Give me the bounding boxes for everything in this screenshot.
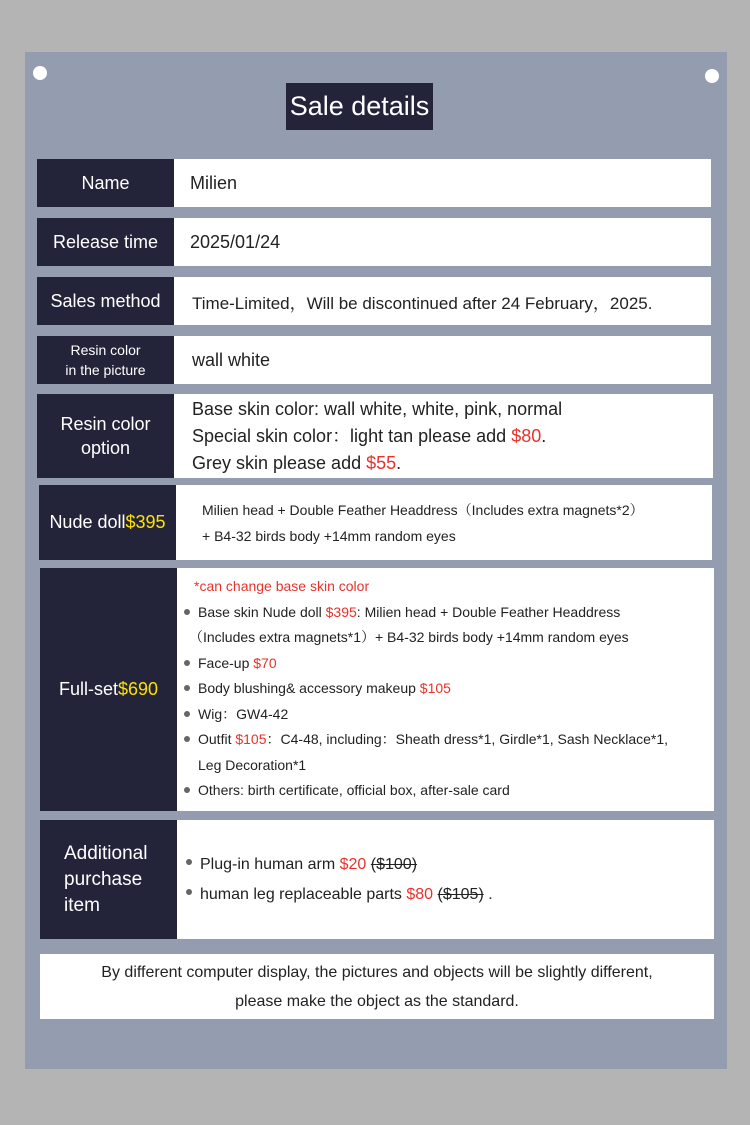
sale-details-panel <box>25 52 727 1069</box>
resin-color-picture-label-line1: Resin color <box>70 342 141 358</box>
arm-price: $20 <box>339 855 367 873</box>
grey-skin-line: Grey skin please add $55. <box>192 452 402 473</box>
additional-purchase-value <box>177 820 714 939</box>
resin-color-picture-text: wall white <box>192 349 271 370</box>
release-time-label: Release time <box>37 218 174 266</box>
release-time-value <box>174 218 711 266</box>
disclaimer-line1: By different computer display, the pictures and objects will be slightly different, <box>101 963 653 981</box>
release-time-text: 2025/01/24 <box>190 231 281 252</box>
row-sales-method <box>37 277 711 325</box>
full-set-list <box>184 600 714 804</box>
leg-old-price: ($105) <box>437 885 484 903</box>
list-item-continuation: （Includes extra magnets*1）+ B4-32 birds body +14mm random eyes <box>189 629 629 645</box>
special-skin-price: $80 <box>511 425 542 446</box>
list-item: Plug-in human arm $20 ($100) <box>186 850 714 880</box>
nude-doll-label: Nude doll $395 <box>39 485 176 560</box>
sales-method-label: Sales method <box>37 277 174 325</box>
row-resin-color-picture <box>37 336 711 384</box>
row-nude-doll <box>39 485 712 560</box>
nude-doll-line2: + B4-32 birds body +14mm random eyes <box>202 527 456 544</box>
leg-price: $80 <box>406 885 434 903</box>
arm-old-price: ($100) <box>370 855 418 873</box>
sales-method-value <box>174 277 711 325</box>
additional-purchase-label <box>40 820 177 939</box>
nude-doll-value <box>176 485 712 560</box>
additional-label-line1: Additional <box>64 842 148 864</box>
pin-right-icon <box>705 69 719 83</box>
list-item: Wig：GW4-42 <box>184 702 714 728</box>
resin-color-picture-label <box>37 336 174 384</box>
additional-label-line3: item <box>64 894 100 916</box>
list-item: human leg replaceable parts $80 ($105) . <box>186 880 714 910</box>
list-item: Base skin Nude doll $395: Milien head + Double Feather Headdress <box>184 600 714 626</box>
additional-label-line2: purchase <box>64 868 143 890</box>
nude-doll-price: $395 <box>125 512 166 532</box>
resin-color-option-label-line1: Resin color <box>60 414 151 434</box>
resin-color-picture-label-line2: in the picture <box>65 362 146 378</box>
sales-method-text: Time-Limited，Will be discontinued after 24 February，2025. <box>192 293 653 313</box>
disclaimer-note <box>40 954 714 1019</box>
base-skin-line: Base skin color: wall white, white, pink, normal <box>192 398 563 419</box>
list-item-continuation: Leg Decoration*1 <box>198 756 307 773</box>
list-item: Others: birth certificate, official box, after-sale card <box>184 778 714 804</box>
resin-color-option-label <box>37 394 174 478</box>
list-item: Outfit $105：C4-48, including：Sheath dress*1, Girdle*1, Sash Necklace*1, <box>184 727 714 753</box>
row-release-time <box>37 218 711 266</box>
name-text: Milien <box>190 172 238 193</box>
resin-color-option-label-line2: option <box>80 438 131 458</box>
list-item: Face-up $70 <box>184 651 714 677</box>
list-item: Body blushing& accessory makeup $105 <box>184 676 714 702</box>
full-set-price: $690 <box>117 679 159 699</box>
grey-skin-price: $55 <box>366 452 397 473</box>
additional-list <box>186 850 714 910</box>
full-set-label: Full-set $690 <box>40 568 177 811</box>
page-title: Sale details <box>286 83 433 130</box>
name-label: Name <box>37 159 174 207</box>
resin-color-option-value <box>174 394 713 478</box>
nude-doll-line1: Milien head + Double Feather Headdress（Includes extra magnets*2） <box>202 501 644 518</box>
row-full-set <box>40 568 714 811</box>
full-set-skin-note: *can change base skin color <box>194 578 370 594</box>
name-value <box>174 159 711 207</box>
resin-color-picture-value <box>174 336 711 384</box>
row-resin-color-option <box>37 394 713 478</box>
row-name <box>37 159 711 207</box>
pin-left-icon <box>33 66 47 80</box>
row-additional-purchase <box>40 820 714 939</box>
disclaimer-line2: please make the object as the standard. <box>235 992 519 1010</box>
full-set-value <box>177 568 714 811</box>
special-skin-line: Special skin color：light tan please add $80. <box>192 425 547 446</box>
